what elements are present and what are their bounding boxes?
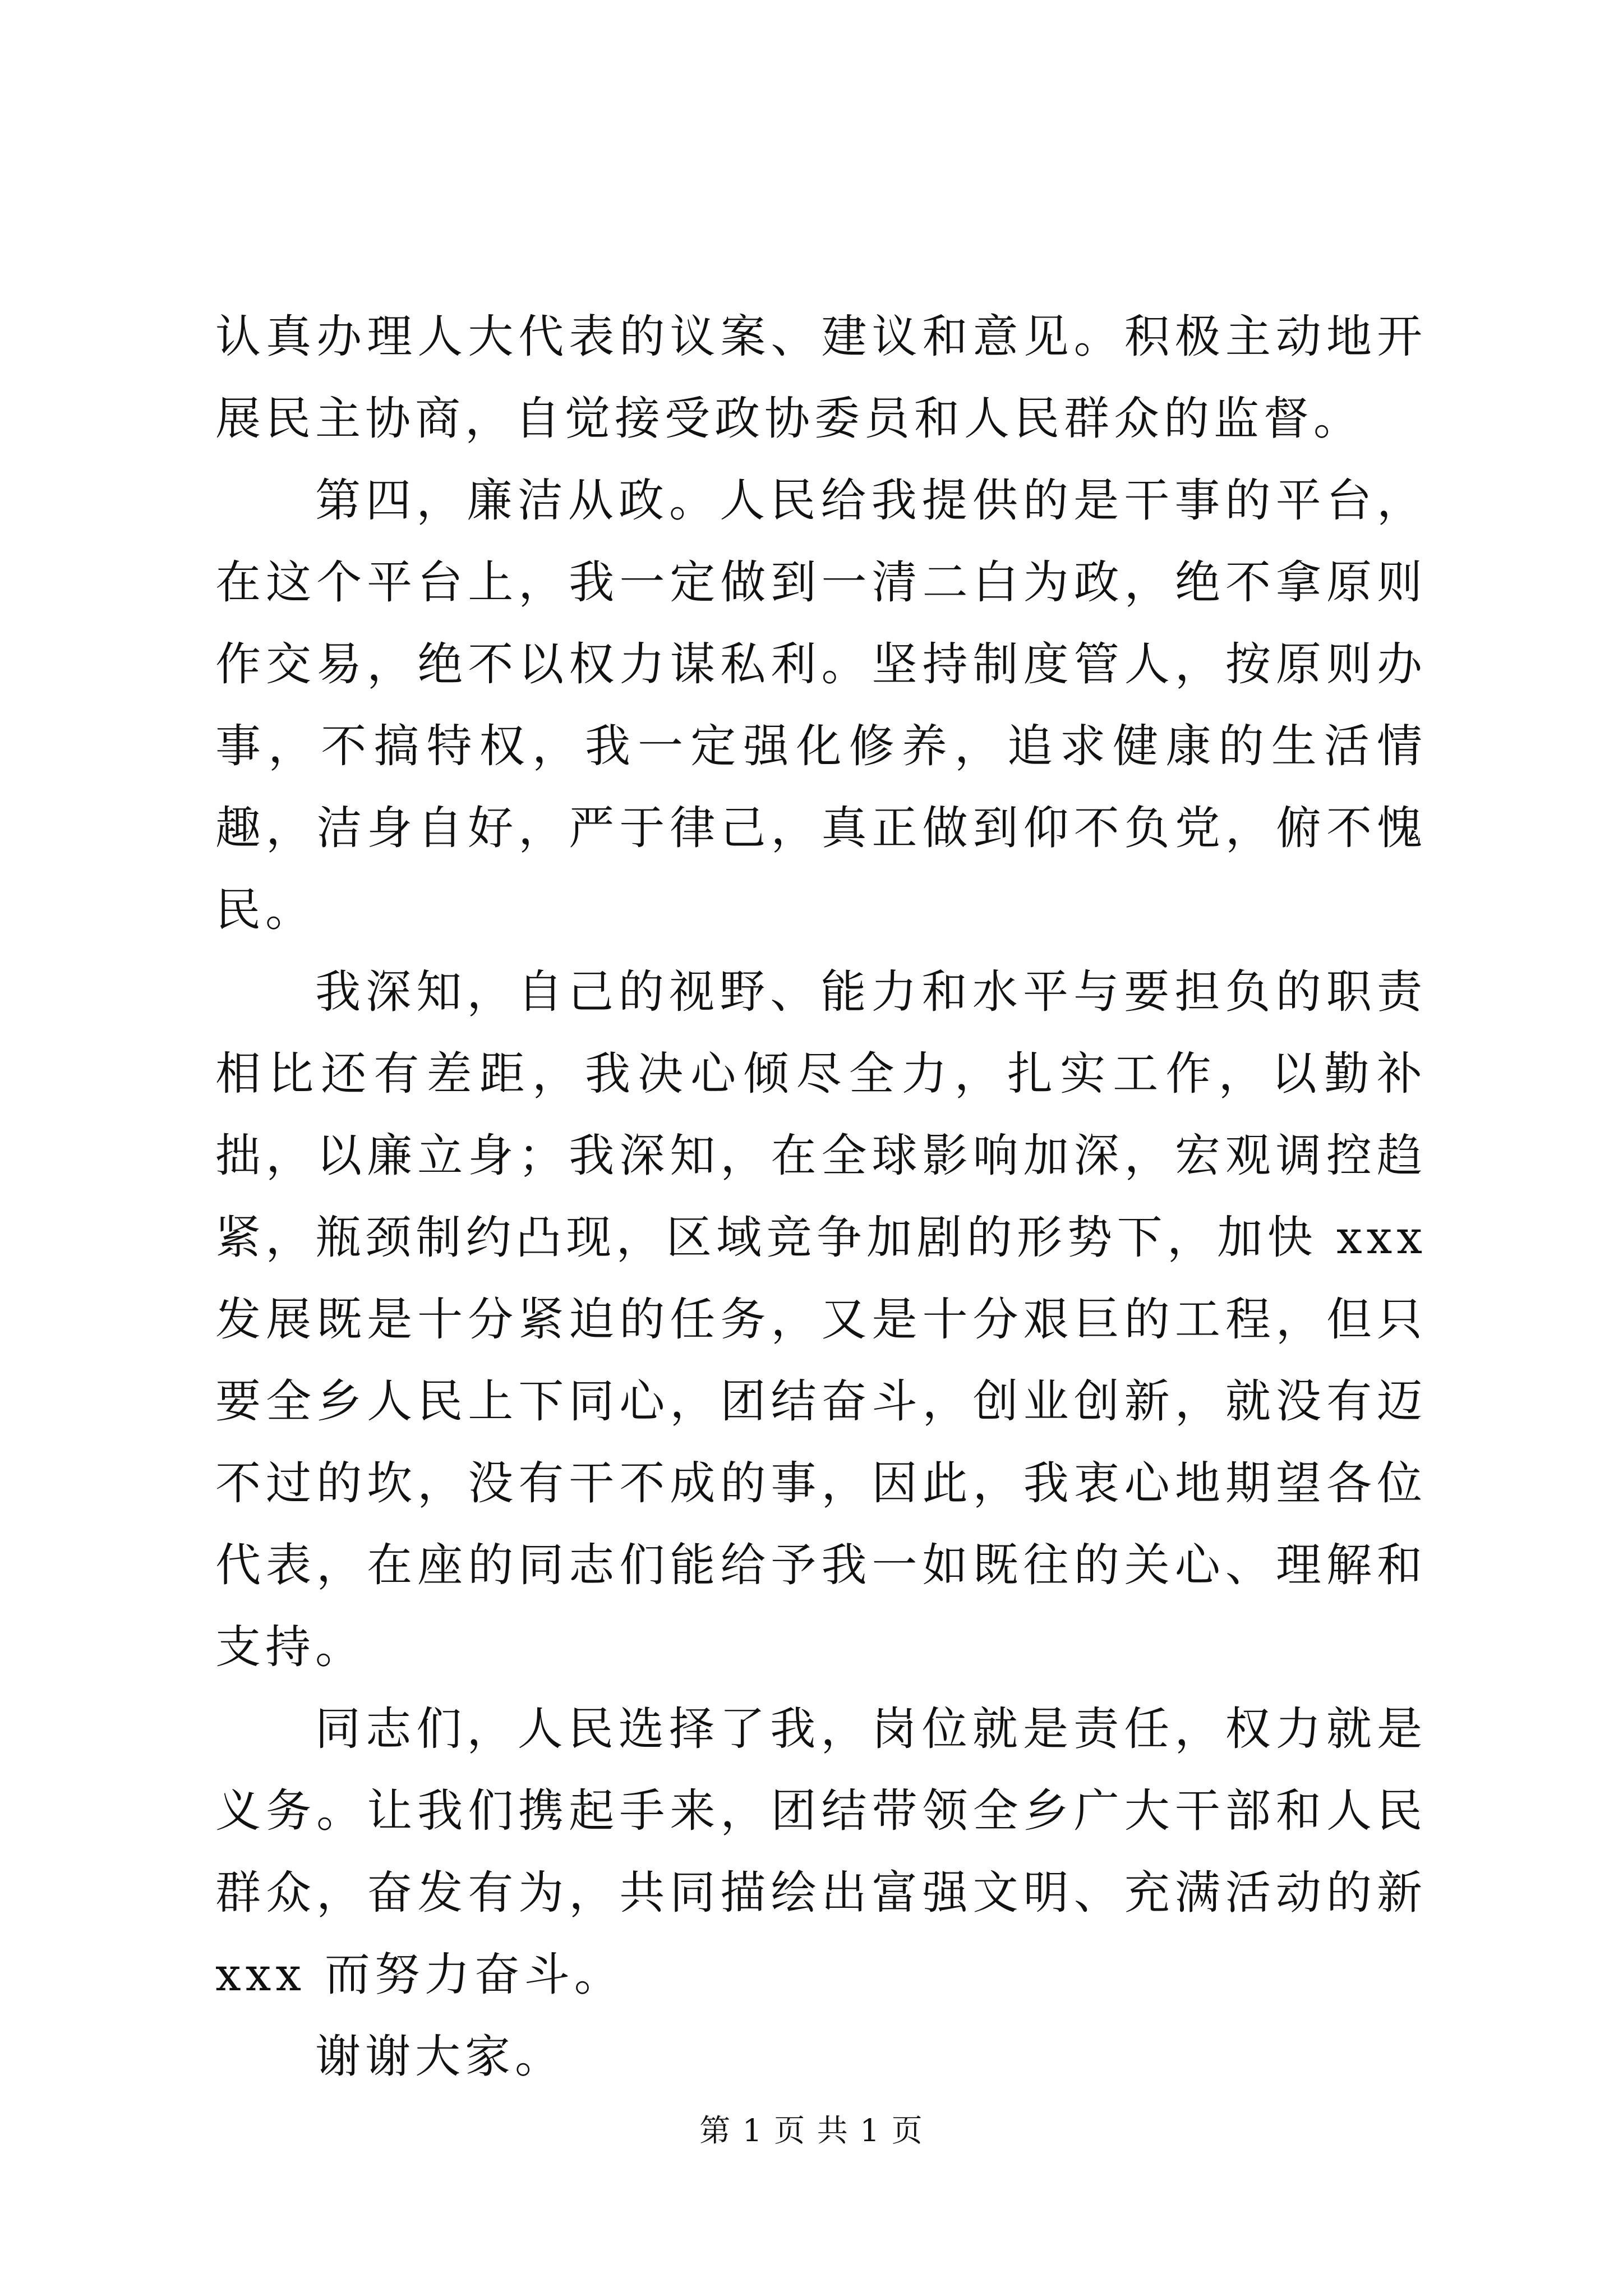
paragraph-2: 第四，廉洁从政。人民给我提供的是干事的平台，在这个平台上，我一定做到一清二白为政，绝不拿原则作交易，绝不以权力谋私利。坚持制度管人，按原则办事，不搞特权，我一定强化修养，追求健康的生活情趣，洁身自好，严于律己，真正做到仰不负党，俯不愧民。 <box>215 475 1427 937</box>
paragraph-5: 谢谢大家。 <box>315 2031 565 2083</box>
paragraph-3: 我深知，自己的视野、能力和水平与要担负的职责相比还有差距，我决心倾尽全力，扎实工作，以勤补拙，以廉立身；我深知，在全球影响加深，宏观调控趋紧，瓶颈制约凸现，区域竞争加剧的形势下，加快 xxx 发展既是十分紧迫的任务，又是十分艰巨的工程，但只要全乡人民上下同心，团结奋斗，创业创新，就没有迈不过的坎，没有干不成的事，因此，我衷心地期望各位代表，在座的同志们能给予我一如既往的关心、理解和支持。 <box>215 966 1427 1674</box>
paragraph-1: 认真办理人大代表的议案、建议和意见。积极主动地开展民主协商，自觉接受政协委员和人民群众的监督。 <box>215 311 1427 445</box>
body-text <box>215 296 1427 2098</box>
page-number-label: 第 1 页 共 1 页 <box>699 2113 924 2148</box>
paragraph-4: 同志们，人民选择了我，岗位就是责任，权力就是义务。让我们携起手来，团结带领全乡广大干部和人民群众，奋发有为，共同描绘出富强文明、充满活动的新 xxx 而努力奋斗。 <box>215 1703 1427 2001</box>
page-footer <box>0 2108 1623 2153</box>
